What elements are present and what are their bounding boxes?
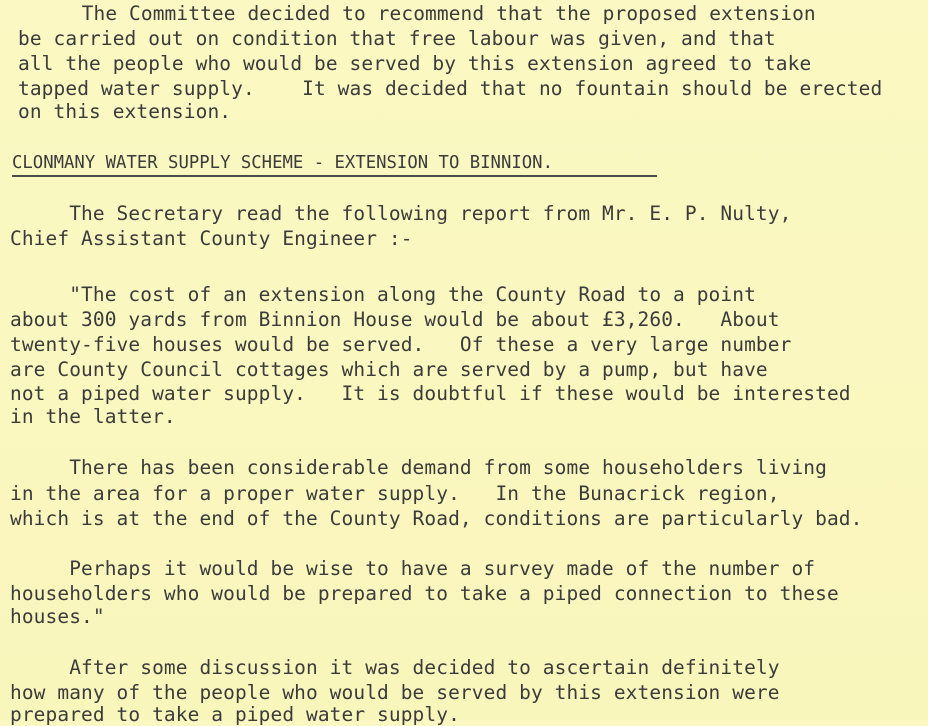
para4-line-3: which is at the end of the County Road, conditions are particularly bad.: [10, 507, 863, 530]
para3-line-5: not a piped water supply. It is doubtful if these would be interested: [10, 382, 851, 405]
para5-line-2: householders who would be prepared to take a piped connection to these: [10, 582, 839, 605]
para3-line-6: in the latter.: [10, 405, 176, 428]
para1-line-2: be carried out on condition that free labour was given, and that: [18, 27, 776, 50]
para2-line-2: Chief Assistant County Engineer :-: [10, 227, 413, 250]
para5-line-3: houses.": [10, 605, 105, 628]
para2-line-1: The Secretary read the following report from Mr. E. P. Nulty,: [10, 202, 792, 225]
para3-line-1: "The cost of an extension along the County Road to a point: [10, 283, 756, 306]
heading-underline: [12, 175, 657, 177]
para5-line-1: Perhaps it would be wise to have a survey made of the number of: [10, 557, 816, 580]
para6-line-1: After some discussion it was decided to ascertain definitely: [10, 656, 780, 679]
para6-line-2: how many of the people who would be served by this extension were: [10, 681, 780, 704]
para6-line-3: prepared to take a piped water supply.: [10, 703, 460, 726]
para1-line-1: The Committee decided to recommend that the proposed extension: [58, 2, 816, 25]
para3-line-3: twenty-five houses would be served. Of these a very large number: [10, 333, 792, 356]
para4-line-2: in the area for a proper water supply. In the Bunacrick region,: [10, 482, 780, 505]
para4-line-1: There has been considerable demand from some householders living: [10, 456, 827, 479]
para3-line-2: about 300 yards from Binnion House would be about £3,260. About: [10, 308, 780, 331]
para1-line-4: tapped water supply. It was decided that no fountain should be erected: [18, 77, 883, 100]
para1-line-5: on this extension.: [18, 100, 232, 123]
section-heading: CLONMANY WATER SUPPLY SCHEME - EXTENSION TO BINNION.: [12, 152, 553, 173]
para1-line-3: all the people who would be served by this extension agreed to take: [18, 52, 812, 75]
para3-line-4: are County Council cottages which are served by a pump, but have: [10, 358, 768, 381]
